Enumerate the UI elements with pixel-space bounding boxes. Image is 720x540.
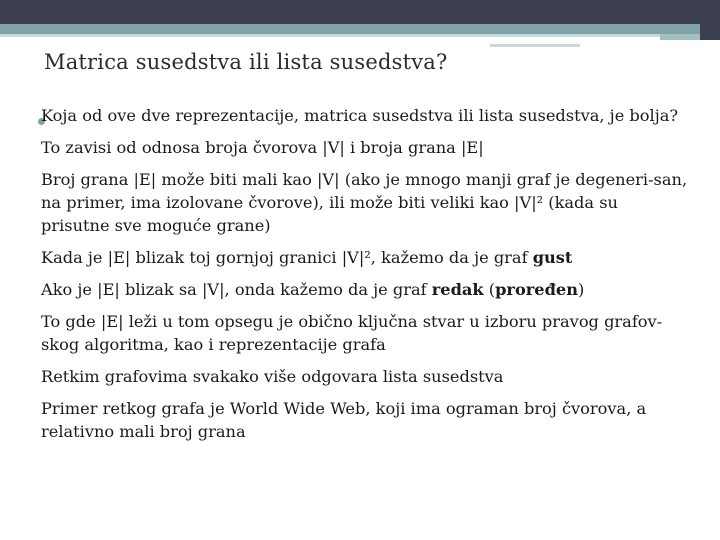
header-band-teal-accent [660,34,700,40]
paragraph-1: Koja od ove dve reprezentacije, matrica susedstva ili lista susedstva, je bolja? [41,106,679,125]
paragraph-5-end: ) [577,280,585,299]
term-gust: gust [532,248,573,267]
paragraph-6: To gde |E| leži u tom opsegu je obično ključna stvar u izboru pravog grafov-skog algoritma, kao i reprezentacije grafa [41,312,663,354]
slide-title: Matrica susedstva ili lista susedstva? [44,50,448,74]
paragraph-4-text: Kada je |E| blizak toj gornjoj granici |V|², kažemo da je graf [41,248,533,267]
term-proredjen: proređen [495,280,578,299]
header-accent-line [490,44,580,47]
header-band-teal [0,24,700,34]
paragraph-4 [41,246,691,269]
header-band-dark [0,0,720,24]
paragraph-5 [41,278,691,301]
paragraph-8: Primer retkog grafa je World Wide Web, koji ima ograman broj čvorova, a relativno mali broj grana [41,399,647,441]
paragraph-2: To zavisi od odnosa broja čvorova |V| i broja grana |E| [41,138,484,157]
paragraph-5-mid: ( [483,280,496,299]
header-band-dark-corner [700,0,720,40]
paragraph-5-text: Ako je |E| blizak sa |V|, onda kažemo da je graf [41,280,432,299]
term-redak: redak [431,280,484,299]
header-band-light [0,34,660,37]
paragraph-3: Broj grana |E| može biti mali kao |V| (ako je mnogo manji graf je degeneri-san, na primer, ima izolovane čvorove), ili može biti veliki kao |V|² (kada su prisutne sve moguće grane) [41,170,688,235]
paragraph-7: Retkim grafovima svakako više odgovara lista susedstva [41,367,504,386]
slide-body [41,104,691,452]
